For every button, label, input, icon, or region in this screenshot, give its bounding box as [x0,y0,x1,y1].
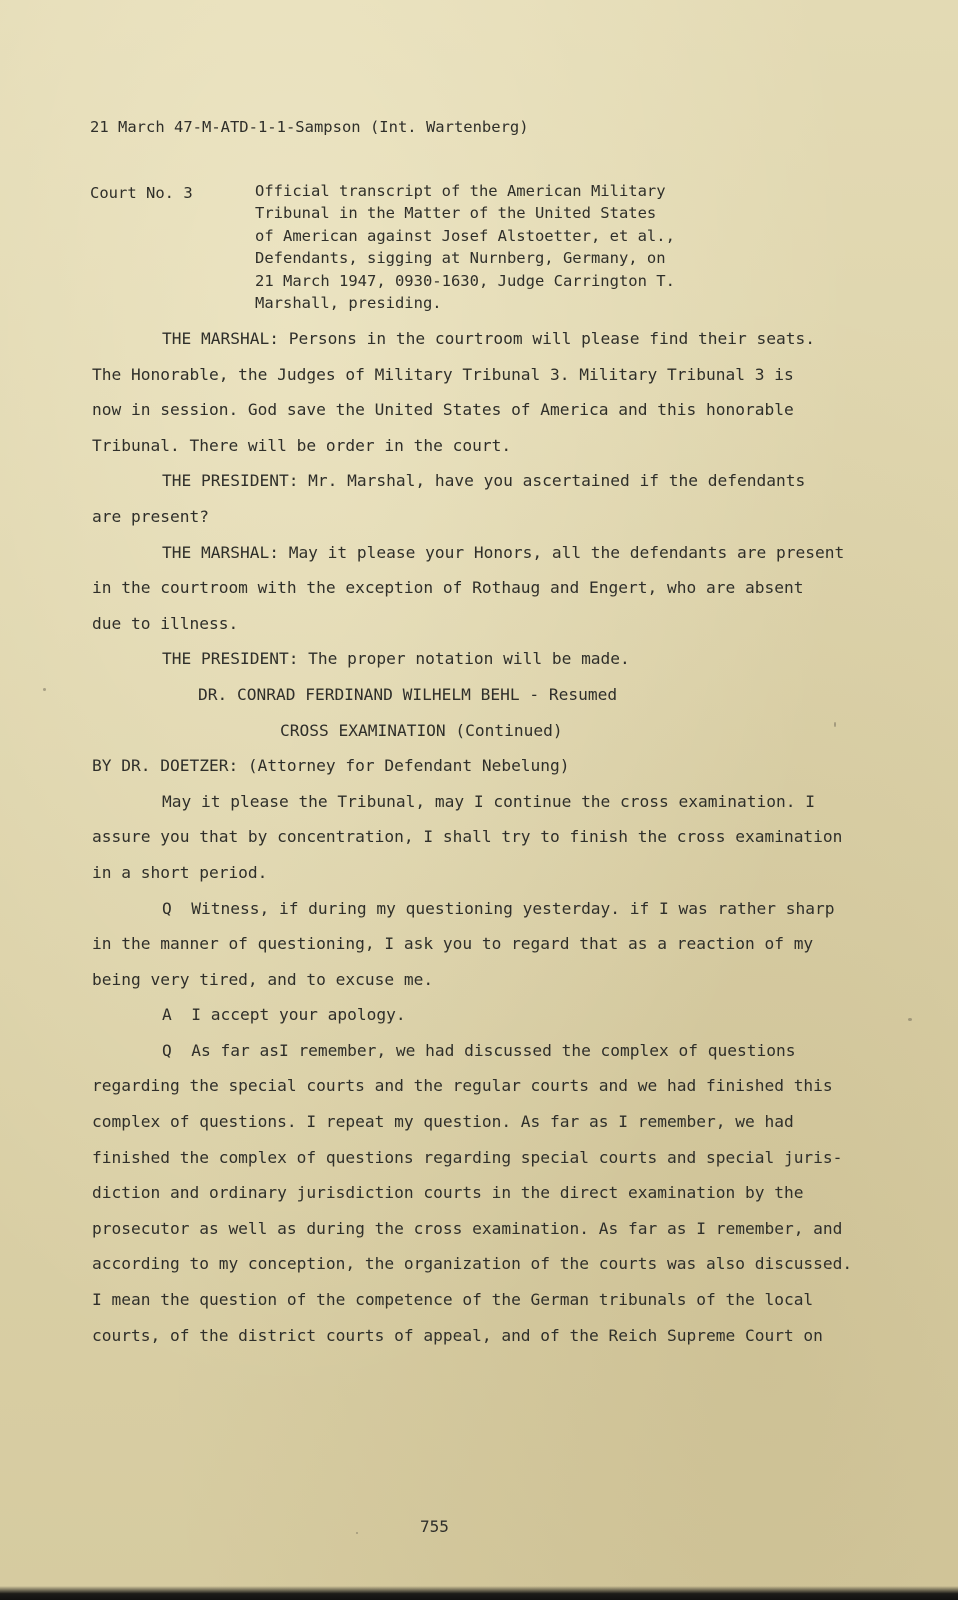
summary-line: Marshall, presiding. [255,294,442,313]
body-line: I mean the question of the competence of the German tribunals of the local [92,1290,814,1310]
body-line: in the manner of questioning, I ask you to regard that as a reaction of my [92,934,814,954]
body-line: regarding the special courts and the regular courts and we had finished this [92,1076,833,1096]
body-line: courts, of the district courts of appeal, and of the Reich Supreme Court on [92,1325,823,1345]
transcript-summary [255,180,675,314]
paper-speck [43,688,46,691]
header-reference-line: 21 March 47-M-ATD-1-1-Sampson (Int. Wartenberg) [90,118,529,136]
body-line: Tribunal. There will be order in the court. [92,435,512,455]
body-line: in a short period. [92,862,268,882]
transcript-body [92,321,940,1353]
body-line: in the courtroom with the exception of Rothaug and Engert, who are absent [92,578,804,598]
summary-line: Defendants, sigging at Nurnberg, Germany, on [255,249,666,268]
body-line: THE PRESIDENT: The proper notation will be made. [162,649,630,669]
body-line: THE MARSHAL: Persons in the courtroom will please find their seats. [162,329,815,348]
paper-speck [908,1018,912,1021]
body-line: are present? [92,506,209,526]
body-line: BY DR. DOETZER: (Attorney for Defendant Nebelung) [92,756,570,776]
section-heading: CROSS EXAMINATION (Continued) [280,720,563,740]
body-line: assure you that by concentration, I shall try to finish the cross examination [92,827,843,847]
page-bottom-edge [0,1586,958,1600]
body-line: diction and ordinary jurisdiction courts in the direct examination by the [92,1183,804,1203]
body-line: THE PRESIDENT: Mr. Marshal, have you ascertained if the defendants [162,471,806,491]
body-line: due to illness. [92,613,239,633]
body-line: A I accept your apology. [162,1005,406,1025]
summary-line: of American against Josef Alstoetter, et al., [255,226,675,245]
body-line: complex of questions. I repeat my question. As far as I remember, we had [92,1112,794,1132]
body-line: Q As far asI remember, we had discussed the complex of questions [162,1040,796,1060]
body-line: finished the complex of questions regarding special courts and special juris- [92,1147,843,1167]
summary-line: Tribunal in the Matter of the United States [255,204,657,223]
page-number: 755 [420,1517,449,1536]
summary-line: 21 March 1947, 0930-1630, Judge Carrington T. [255,271,675,290]
witness-heading: DR. CONRAD FERDINAND WILHELM BEHL - Resumed [198,684,618,704]
paper-speck [834,722,836,727]
paper-speck [356,1532,358,1534]
body-line: now in session. God save the United States of America and this honorable [92,400,794,420]
body-line: The Honorable, the Judges of Military Tribunal 3. Military Tribunal 3 is [92,364,794,384]
summary-line: Official transcript of the American Military [255,182,666,200]
body-line: Q Witness, if during my questioning yesterday. if I was rather sharp [162,898,835,918]
header-court-line: Court No. 3 [90,184,193,202]
body-line: prosecutor as well as during the cross examination. As far as I remember, and [92,1218,843,1238]
body-line: being very tired, and to excuse me. [92,969,434,989]
body-line: May it please the Tribunal, may I continue the cross examination. I [162,791,815,811]
body-line: according to my conception, the organization of the courts was also discussed. [92,1254,853,1274]
body-line: THE MARSHAL: May it please your Honors, all the defendants are present [162,542,845,562]
